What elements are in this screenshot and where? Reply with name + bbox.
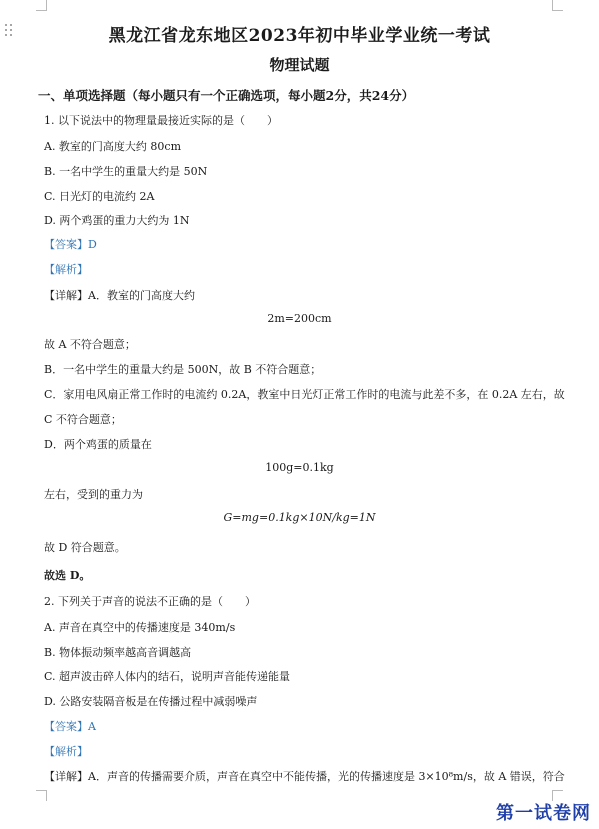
question-1-answer: 【答案】D [44,238,97,251]
explanation-line: C 不符合题意； [44,413,122,426]
page-corner-mark [552,0,563,11]
question-1-option-c: C. 日光灯的电流约 2A [44,190,155,203]
question-2-answer: 【答案】A [44,720,96,733]
section-heading: 一、单项选择题（每小题只有一个正确选项，每小题2分，共24分） [38,88,415,103]
explanation-line: C．家用电风扇正常工作时的电流约 0.2A，教室中日光灯正常工作时的电流与此差不多，在 0.2A 左右，故 [44,388,565,401]
question-2-option-c: C. 超声波击碎人体内的结石，说明声音能传递能量 [44,670,291,683]
equation: 100g=0.1kg [265,461,334,474]
question-2-detail: 【详解】A．声音的传播需要介质，声音在真空中不能传播，光的传播速度是 3×10⁸m/s，故 A 错误，符合 [44,770,565,783]
document-subtitle: 物理试题 [269,56,330,74]
page-corner-mark [36,0,47,11]
equation: 2m=200cm [267,312,332,325]
question-1-option-a: A. 教室的门高度大约 80cm [44,140,182,153]
question-1-option-b: B. 一名中学生的重量大约是 50N [44,165,208,178]
question-1-stem: 1. 以下说法中的物理量最接近实际的是（ ） [44,114,278,127]
question-1-detail: 【详解】A．教室的门高度大约 [44,289,195,302]
explanation-line: B．一名中学生的重量大约是 500N，故 B 不符合题意； [44,363,322,376]
question-1-analysis-label: 【解析】 [44,263,88,276]
page-corner-mark [36,790,47,801]
document-title: 黑龙江省龙东地区2023年初中毕业学业统一考试 [108,26,491,46]
explanation-line: D．两个鸡蛋的质量在 [44,438,152,451]
question-2-option-d: D. 公路安装隔音板是在传播过程中减弱噪声 [44,695,258,708]
question-2-option-b: B. 物体振动频率越高音调越高 [44,646,192,659]
explanation-line: 故 A 不符合题意； [44,338,136,351]
watermark-logo: 第一试卷网 [496,803,591,824]
question-2-stem: 2. 下列关于声音的说法不正确的是（ ） [44,595,256,608]
equation: G=mg=0.1kg×10N/kg=1N [223,511,376,524]
final-answer-line: 故选 D。 [44,569,91,582]
explanation-line: 故 D 符合题意。 [44,541,126,554]
explanation-line: 左右，受到的重力为 [44,488,143,501]
question-2-option-a: A. 声音在真空中的传播速度是 340m/s [44,621,236,634]
question-1-option-d: D. 两个鸡蛋的重力大约为 1N [44,214,190,227]
question-2-analysis-label: 【解析】 [44,745,88,758]
